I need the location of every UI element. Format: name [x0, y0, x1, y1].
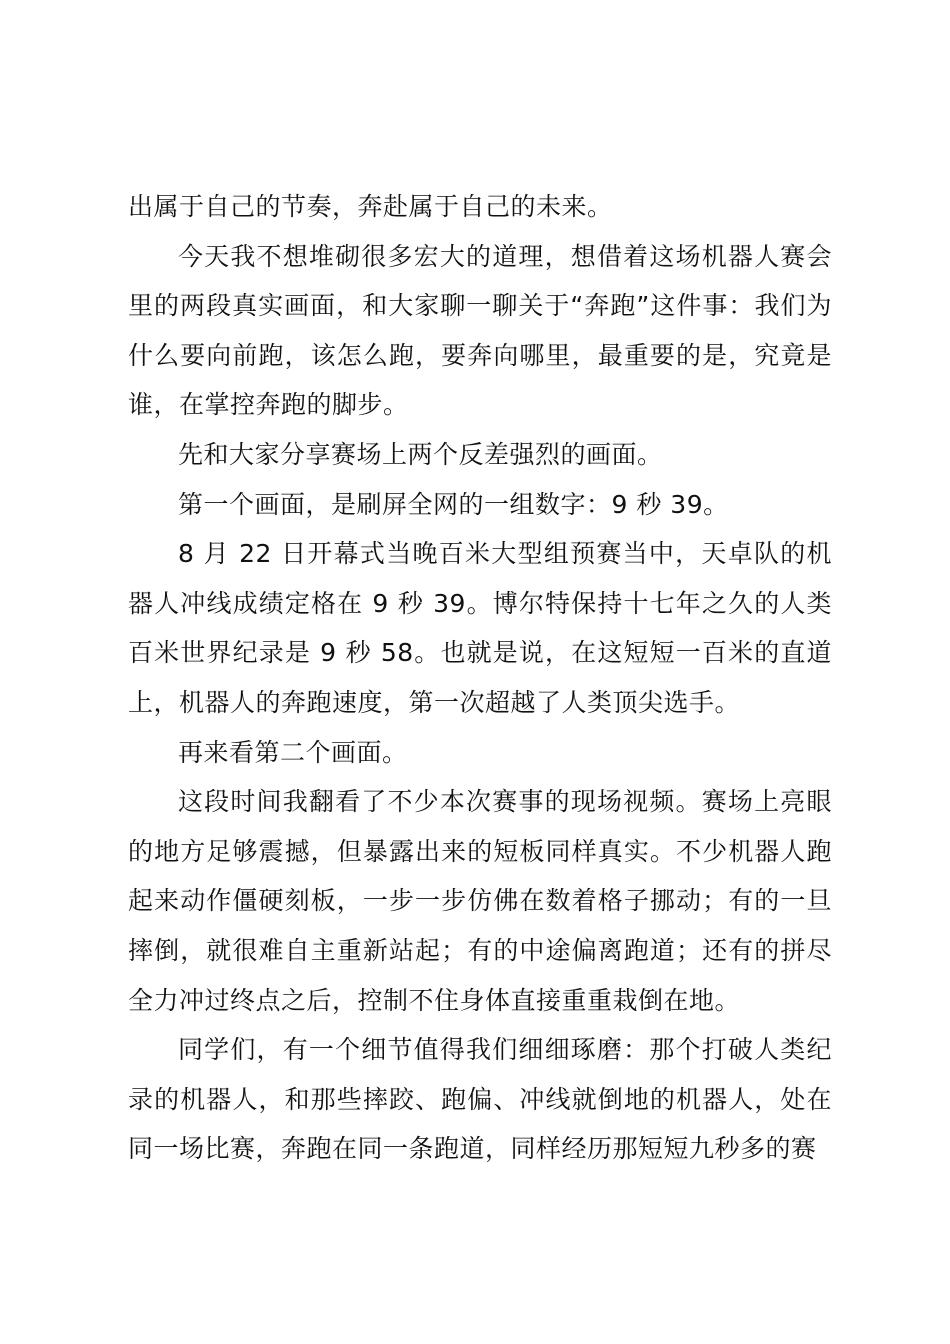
paragraph-videos: 这段时间我翻看了不少本次赛事的现场视频。赛场上亮眼的地方足够震撼，但暴露出来的短板同样真实。不少机器人跑起来动作僵硬刻板，一步一步仿佛在数着格子挪动；有的一旦摔倒，就很难自主重新站起；有的中途偏离跑道；还有的拼尽全力冲过终点之后，控制不住身体直接重重栽倒在地。: [128, 787, 832, 1015]
paragraph-record: 8 月 22 日开幕式当晚百米大型组预赛当中，天卓队的机器人冲线成绩定格在 9 秒 39。博尔特保持十七年之久的人类百米世界纪录是 9 秒 58。也就是说，在这短短一百米的直道上，机器人的奔跑速度，第一次超越了人类顶尖选手。: [128, 539, 832, 717]
document-body: [128, 182, 832, 1174]
paragraph-continuation: 出属于自己的节奏，奔赴属于自己的未来。: [128, 192, 613, 221]
paragraph-intro: 今天我不想堆砌很多宏大的道理，想借着这场机器人赛会里的两段真实画面，和大家聊一聊关于“奔跑”这件事：我们为什么要向前跑，该怎么跑，要奔向哪里，最重要的是，究竟是谁，在掌控奔跑的脚步。: [128, 241, 832, 420]
paragraph-share: 先和大家分享赛场上两个反差强烈的画面。: [178, 439, 663, 469]
paragraph-detail: 同学们，有一个细节值得我们细细琢磨：那个打破人类纪录的机器人，和那些摔跤、跑偏、冲线就倒地的机器人，处在同一场比赛，奔跑在同一条跑道，同样经历那短短九秒多的赛: [128, 1035, 832, 1164]
paragraph-second-scene: 再来看第二个画面。: [178, 737, 408, 767]
paragraph-first-scene: 第一个画面，是刷屏全网的一组数字：9 秒 39。: [178, 489, 729, 519]
